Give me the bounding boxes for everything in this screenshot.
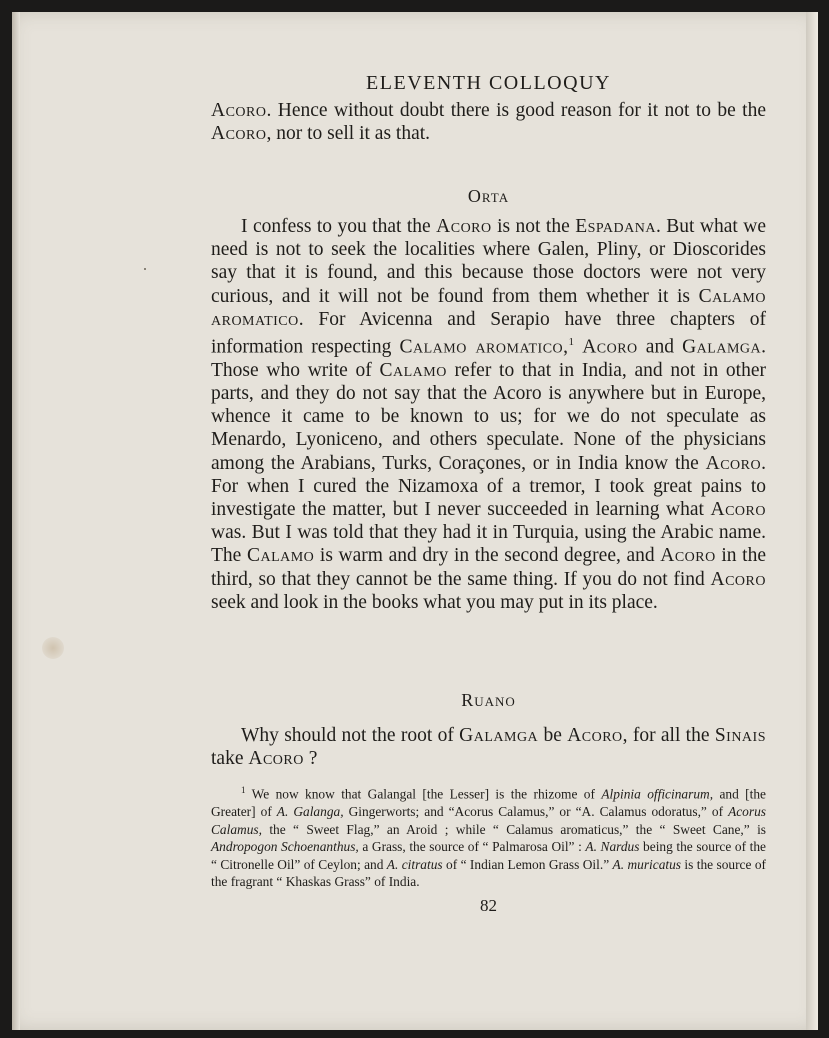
species-name: A. Nardus [585,839,640,855]
text-run: ? [303,748,318,770]
text-run: refer to that in India, and not in other parts, and they do not say that the Acoro is anywhere but in Europe, whence it came to be known to us; for we do not speculate as Menardo, Lyoniceno, and others speculate. None of the physicians among the Arabians, Turks, Coraçones, or in India know the [211,359,766,474]
species-name: Alpinia officinarum, [601,786,714,802]
text-run: We now know that Galangal [the Lesser] is the rhizome of [245,786,602,802]
text-run: and [637,336,683,358]
term-galamga: Galamga [459,725,539,746]
text-run: and [the Greater] of [211,786,767,820]
species-name: A. citratus [386,856,443,872]
text-run: is the source of the fragrant “ Khaskas Grass” of India. [211,856,766,890]
footnote-marker: 1 [568,336,575,349]
species-name: Andropogon Schoenanthus, [211,839,359,855]
ruano-paragraph [211,724,766,770]
species-name: Acorus Calamus, [211,804,766,837]
term-sinais: Sinais [714,725,766,746]
text-run: take [211,748,249,770]
text-run: in the third, so that they cannot be the same thing. If you do not find [211,545,766,590]
text-run: a Grass, the source of “ Palmarosa Oil” : [358,839,586,855]
footnote [211,782,766,891]
text-run: Why should not the root of [241,725,460,746]
orta-paragraph [211,215,766,614]
paper-speck [144,268,146,270]
page-gutter [12,12,20,1030]
term-calamo-aromatico: Calamo aromatico [211,285,766,330]
text-run: of “ Indian Lemon Grass Oil.” [442,856,613,872]
term-espadana: Espadana [575,216,656,237]
term-acoro: Acoro [211,123,267,145]
text-run: be [538,725,568,746]
text-run: . Hence without doubt there is good reason for it not to be the [266,100,766,121]
term-acoro: Acoro [567,725,623,746]
text-run: I confess to you that the [241,216,437,237]
term-acoro: Acoro [582,336,638,358]
term-acoro: Acoro [705,452,762,474]
page-edge [806,12,818,1030]
text-run: was. But I was told that they had it in Turquia, using the Arabic name. The [211,522,766,567]
page-number: 82 [480,896,497,915]
term-calamo: Calamo [246,545,315,567]
term-calamo-aromatico: Calamo aromatico, [399,336,569,358]
term-acoro: Acoro [710,498,766,520]
text-run [574,337,582,358]
text-run: . For when I cured the Nizamoxa of a tremor, I took great pains to investigate the matter, but I never succeeded in learning what [211,452,766,520]
species-name: A. Galanga, [276,804,344,820]
text-run: seek and look in the books what you may put in its place. [211,591,658,613]
text-run: is warm and dry in the second degree, and [314,545,661,567]
text-run: . For Avicenna and Serapio have three chapters of information respecting [211,308,766,358]
paper-stain [42,637,64,659]
text-run: . Those who write of [211,336,766,381]
running-head: ELEVENTH COLLOQUY [366,72,611,94]
term-acoro: Acoro [248,748,304,770]
paper-page [12,12,818,1030]
term-calamo: Calamo [379,359,447,381]
term-acoro: Acoro [211,100,267,121]
term-acoro: Acoro [660,545,716,567]
term-acoro: Acoro [436,216,492,237]
speaker-orta: Orta [467,186,510,206]
text-run: , for all the [622,725,715,746]
text-run: , nor to sell it as that. [266,123,431,145]
term-acoro: Acoro [710,568,766,590]
text-run: being the source of the “ Citronelle Oil” of Ceylon; and [211,839,766,872]
text-run: is not the [491,216,576,237]
continuation-paragraph [211,99,766,145]
footnote-number: 1 [241,785,246,795]
term-galamga: Galamga [682,336,762,358]
speaker-ruano: Ruano [461,690,516,710]
species-name: A. muricatus [612,856,682,872]
text-run: Gingerworts; and “Acorus Calamus,” or “A. Calamus odoratus,” of [343,804,729,820]
text-run: the “ Sweet Flag,” an Aroid ; while “ Calamus aromaticus,” the “ Sweet Cane,” is [261,821,766,837]
text-run: . But what we need is not to seek the localities where Galen, Pliny, or Dioscorides say that it is found, and this because those doctors were not very curious, and it will not be found from them whether it is [211,216,766,307]
